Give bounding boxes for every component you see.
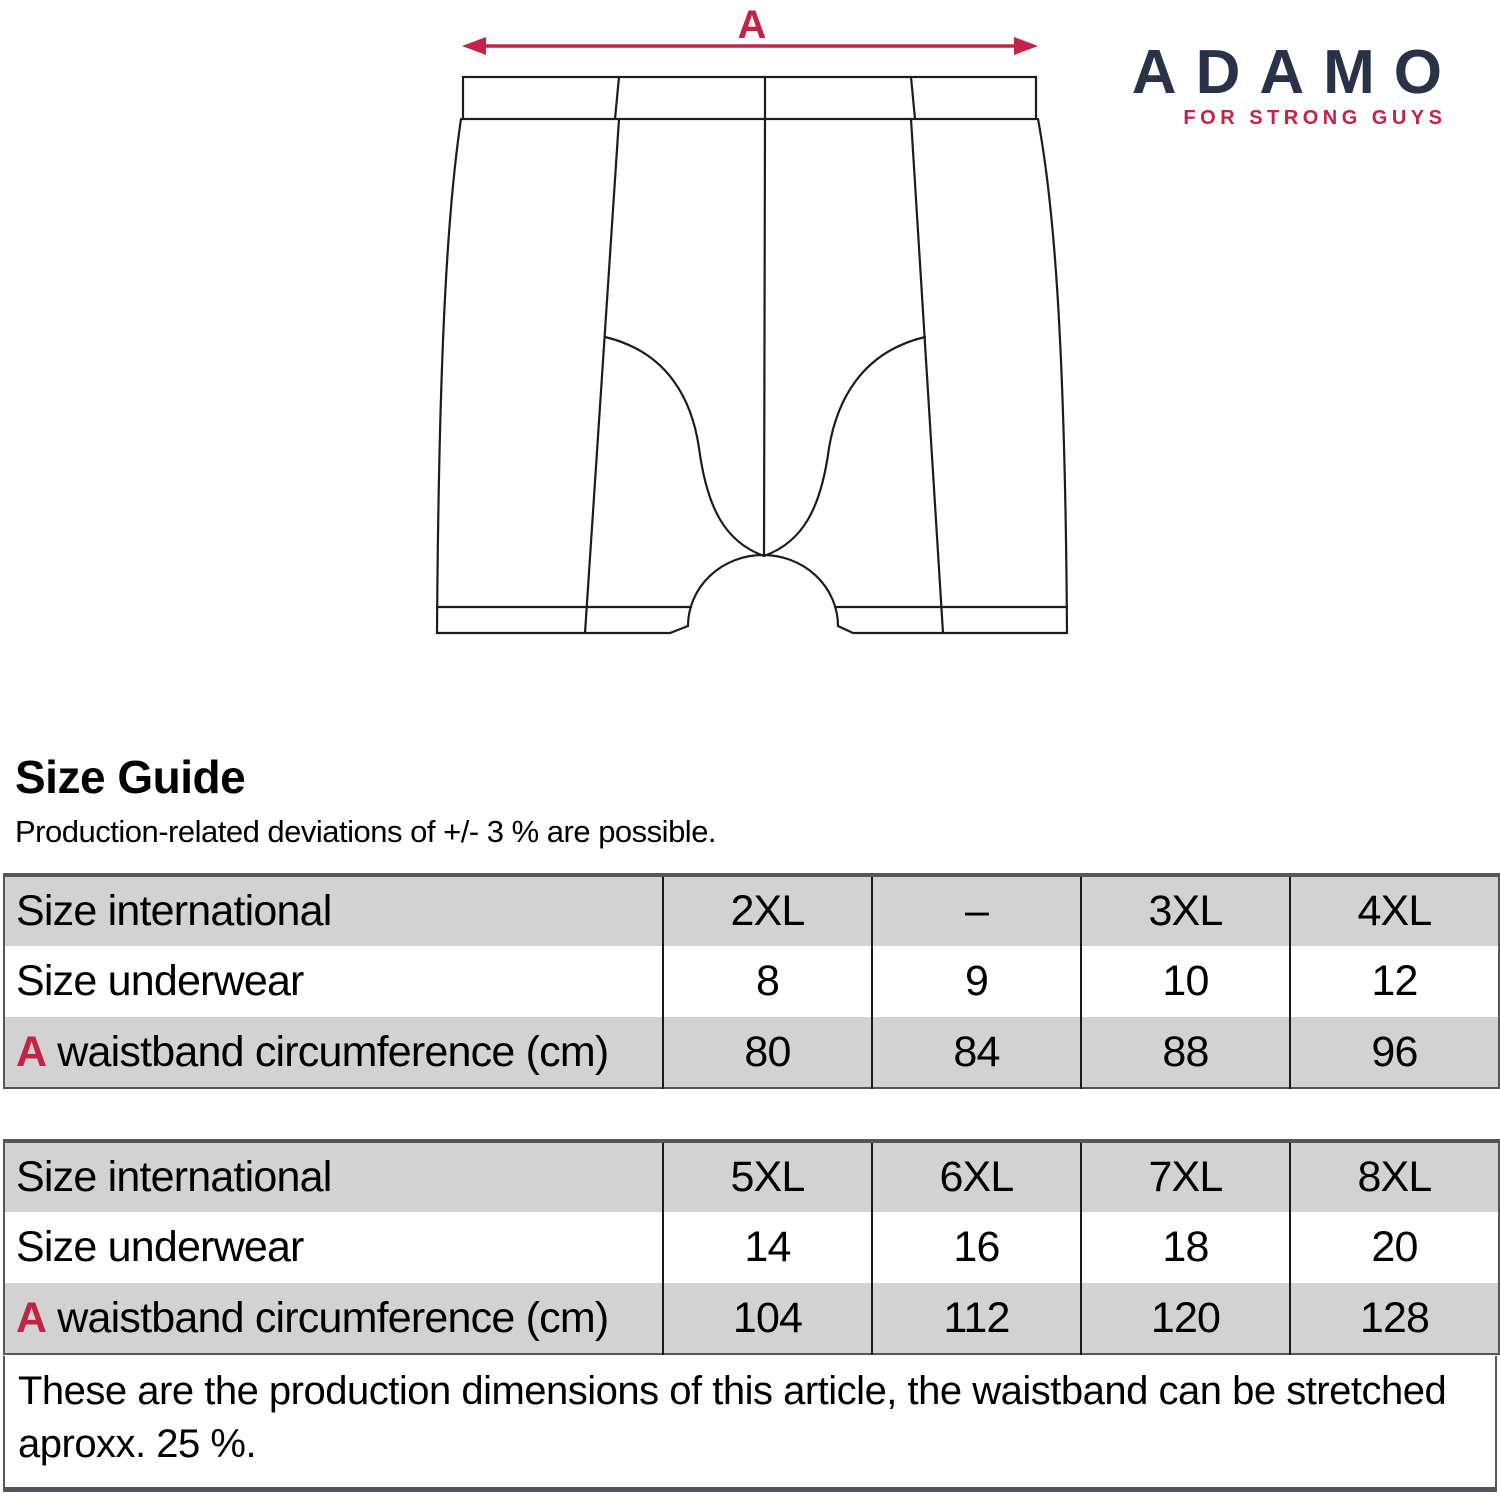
dimension-label-a: A <box>737 3 767 47</box>
table-row <box>4 1017 1499 1088</box>
cell-value: 10 <box>1081 946 1290 1017</box>
cell-value: 96 <box>1290 1017 1499 1088</box>
page-title: Size Guide <box>15 751 246 803</box>
row-label: Size international <box>16 1153 332 1201</box>
cell-value: 3XL <box>1081 875 1290 946</box>
cell-value: 9 <box>872 946 1081 1017</box>
cell-value: 20 <box>1290 1212 1499 1283</box>
brand-logo <box>1131 38 1461 130</box>
cell-value: 6XL <box>872 1141 1081 1212</box>
cell-value: 8 <box>663 946 872 1017</box>
cell-value: 5XL <box>663 1141 872 1212</box>
measurement-arrow <box>462 3 1038 55</box>
cell-value: 128 <box>1290 1283 1499 1354</box>
table-row <box>4 1212 1499 1283</box>
size-table-2 <box>3 1139 1500 1355</box>
cell-value: 18 <box>1081 1212 1290 1283</box>
row-label: A waistband circumference (cm) <box>16 1293 609 1342</box>
cell-value: 2XL <box>663 875 872 946</box>
boxer-shorts-diagram <box>420 0 1080 660</box>
cell-value: 112 <box>872 1283 1081 1354</box>
table-row <box>4 1141 1499 1212</box>
dimension-letter-a: A <box>16 1293 47 1342</box>
size-table-1 <box>3 873 1500 1089</box>
row-label: A waistband circumference (cm) <box>16 1027 609 1076</box>
dimension-letter-a: A <box>16 1027 47 1076</box>
brand-tagline: FOR STRONG GUYS <box>1183 107 1447 130</box>
table-row <box>4 875 1499 946</box>
cell-value: 4XL <box>1290 875 1499 946</box>
shorts-outline <box>437 77 1067 633</box>
row-label: Size underwear <box>16 1223 304 1271</box>
brand-name: ADAMO <box>1131 38 1461 107</box>
cell-value: 7XL <box>1081 1141 1290 1212</box>
production-note: These are the production dimensions of this article, the waistband can be stretched aproxx. 25 %. <box>3 1356 1497 1492</box>
cell-value: 88 <box>1081 1017 1290 1088</box>
cell-value: – <box>872 875 1081 946</box>
cell-value: 8XL <box>1290 1141 1499 1212</box>
cell-value: 16 <box>872 1212 1081 1283</box>
cell-value: 80 <box>663 1017 872 1088</box>
cell-value: 104 <box>663 1283 872 1354</box>
cell-value: 84 <box>872 1017 1081 1088</box>
table-row <box>4 946 1499 1017</box>
row-label: Size international <box>16 887 332 935</box>
row-label: Size underwear <box>16 957 304 1005</box>
cell-value: 12 <box>1290 946 1499 1017</box>
cell-value: 120 <box>1081 1283 1290 1354</box>
deviation-note: Production-related deviations of +/- 3 % are possible. <box>15 814 717 849</box>
table-row <box>4 1283 1499 1354</box>
cell-value: 14 <box>663 1212 872 1283</box>
